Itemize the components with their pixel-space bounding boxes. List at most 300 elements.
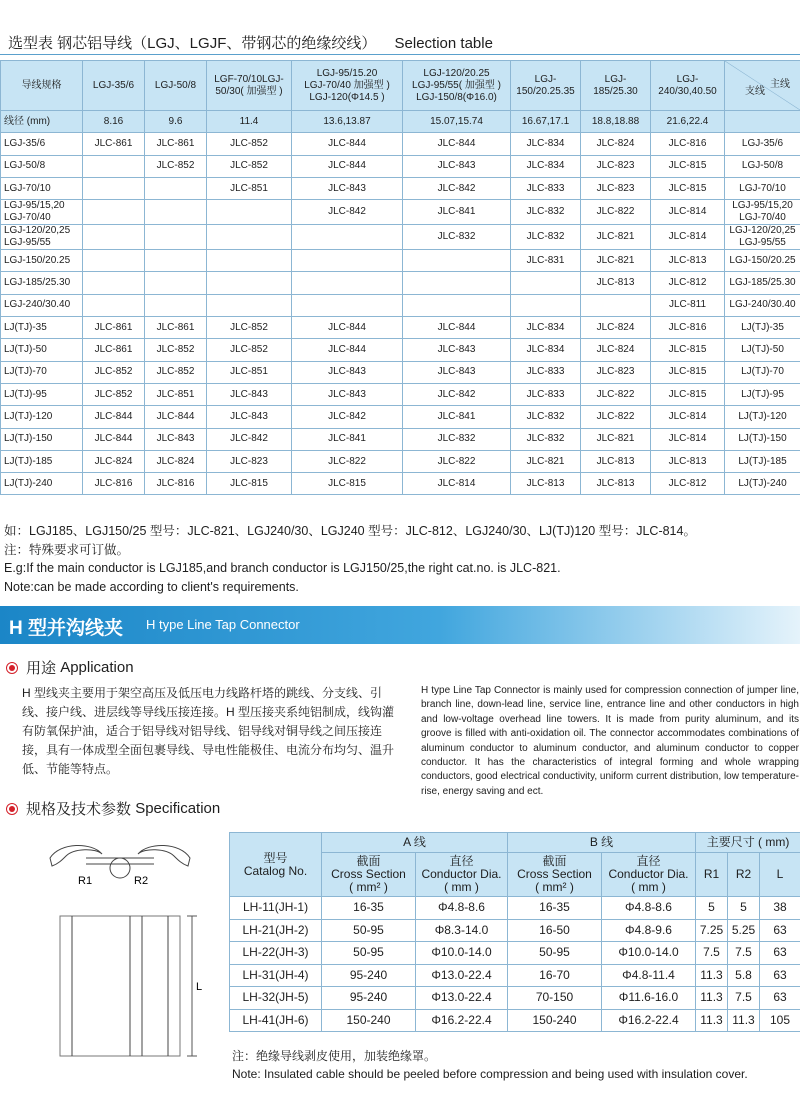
spec-cell: 150-240: [508, 1009, 602, 1032]
catalog-cell: JLC-813: [651, 250, 725, 272]
table-row: [230, 919, 800, 942]
catalog-cell: JLC-833: [511, 177, 581, 199]
catalog-cell: [292, 272, 403, 294]
section-unit: ( mm² ): [535, 880, 574, 894]
catalog-cell: JLC-814: [403, 473, 511, 495]
catalog-cell: JLC-841: [403, 406, 511, 428]
h-connector-drawing: [30, 836, 210, 1071]
title-cn: 选型表 钢芯铝导线（LGJ、LGJF、带钢芯的绝缘绞线）: [8, 35, 377, 52]
spec-cell: 63: [760, 987, 800, 1010]
catalog-cell: JLC-861: [83, 339, 145, 361]
catalog-cell: JLC-814: [651, 225, 725, 250]
catalog-cell: JLC-852: [83, 361, 145, 383]
catalog-cell: JLC-815: [651, 155, 725, 177]
title-en: Selection table: [394, 35, 493, 52]
spec-model-header: [230, 833, 322, 897]
table-row: [1, 155, 800, 177]
spec-cell: Φ8.3-14.0: [416, 919, 508, 942]
spec-l-header: L: [760, 853, 800, 897]
bullet-icon: [6, 803, 18, 815]
catalog-cell: JLC-834: [511, 317, 581, 339]
spec-cell: 5: [728, 897, 760, 920]
selection-notes: [4, 522, 696, 596]
table-row: [1, 339, 800, 361]
catalog-cell: JLC-814: [651, 428, 725, 450]
spec-col-header: 导线规格: [1, 61, 83, 111]
catalog-cell: JLC-844: [403, 317, 511, 339]
catalog-cell: JLC-843: [207, 406, 292, 428]
section-en: Cross Section: [331, 867, 406, 881]
header-line: LGJ-120(Φ14.5 ): [309, 91, 385, 103]
catalog-cell: JLC-843: [403, 361, 511, 383]
catalog-cell: JLC-822: [581, 383, 651, 405]
header-line: LGJ-: [534, 73, 557, 85]
spec-cell: 5.25: [728, 919, 760, 942]
size-col-header: [403, 61, 511, 111]
dia-en: Conductor Dia.: [608, 867, 689, 881]
table-row: [1, 133, 800, 155]
catalog-cell: JLC-834: [511, 155, 581, 177]
branch-spec: LGJ-50/8: [1, 155, 83, 177]
section-en: Cross Section: [517, 867, 592, 881]
section-cn: 截面: [356, 854, 381, 868]
spec-table: [229, 832, 800, 1032]
title-divider: [0, 54, 800, 55]
spec-cell: 5.8: [728, 964, 760, 987]
size-col-header: [581, 61, 651, 111]
r2-label: R2: [134, 875, 149, 887]
spec-cell: Φ4.8-11.4: [602, 964, 696, 987]
branch-spec: LJ(TJ)-70: [1, 361, 83, 383]
spec-cell: 105: [760, 1009, 800, 1032]
catalog-cell: JLC-842: [403, 383, 511, 405]
application-heading-en: Application: [60, 659, 134, 676]
catalog-cell: JLC-813: [581, 473, 651, 495]
spec-a-section-header: [322, 853, 416, 897]
table-row: [1, 225, 800, 250]
catalog-cell: JLC-842: [207, 428, 292, 450]
catalog-cell: JLC-852: [207, 339, 292, 361]
catalog-cell: JLC-861: [145, 133, 207, 155]
catalog-cell: JLC-813: [511, 473, 581, 495]
bullet-icon: [6, 662, 18, 674]
spec-dims-header: 主要尺寸 ( mm): [696, 833, 800, 853]
spec-heading-cn: 规格及技术参数: [26, 801, 132, 818]
catalog-cell: JLC-823: [581, 155, 651, 177]
spec-cell: 150-240: [322, 1009, 416, 1032]
catalog-cell: [83, 250, 145, 272]
catalog-cell: JLC-832: [511, 225, 581, 250]
catalog-cell: JLC-812: [651, 272, 725, 294]
catalog-cell: JLC-824: [581, 133, 651, 155]
main-spec: LGJ-150/20.25: [725, 250, 800, 272]
diameter-value: 11.4: [207, 111, 292, 133]
catalog-cell: JLC-813: [651, 450, 725, 472]
table-row: [230, 942, 800, 965]
spec-heading: [6, 798, 220, 819]
catalog-cell: [145, 272, 207, 294]
catalog-cell: JLC-816: [83, 473, 145, 495]
branch-spec: LGJ-240/30.40: [1, 294, 83, 316]
catalog-cell: JLC-843: [292, 361, 403, 383]
spec-model-en: Catalog No.: [243, 863, 308, 878]
branch-spec: LJ(TJ)-95: [1, 383, 83, 405]
diameter-empty: [725, 111, 800, 133]
spec-cell: LH-32(JH-5): [230, 987, 322, 1010]
catalog-cell: JLC-852: [145, 339, 207, 361]
catalog-cell: JLC-852: [207, 133, 292, 155]
dia-en: Conductor Dia.: [421, 867, 502, 881]
header-line: LGJ-: [604, 73, 627, 85]
spec-cell: Φ4.8-8.6: [416, 897, 508, 920]
main-spec: LJ(TJ)-185: [725, 450, 800, 472]
spec-cell: 5: [696, 897, 728, 920]
spec-cell: Φ4.8-9.6: [602, 919, 696, 942]
spec-cell: 11.3: [696, 1009, 728, 1032]
header-line: 240/30,40.50: [658, 85, 717, 97]
dia-cn: 直径: [636, 854, 661, 868]
catalog-cell: JLC-844: [403, 133, 511, 155]
spec-cell: LH-41(JH-6): [230, 1009, 322, 1032]
catalog-cell: [403, 294, 511, 316]
table-row: [1, 177, 800, 199]
catalog-cell: JLC-842: [292, 406, 403, 428]
catalog-cell: JLC-815: [651, 383, 725, 405]
main-spec: LJ(TJ)-70: [725, 361, 800, 383]
spec-cell: 70-150: [508, 987, 602, 1010]
catalog-cell: JLC-814: [651, 200, 725, 225]
catalog-cell: JLC-852: [145, 155, 207, 177]
catalog-cell: [292, 250, 403, 272]
spec-cell: 16-35: [508, 897, 602, 920]
catalog-cell: JLC-842: [292, 200, 403, 225]
note-line: E.g:If the main conductor is LGJ185,and branch conductor is LGJ150/25,the right cat.no. is JLC-821.: [4, 561, 561, 575]
diameter-value: 9.6: [145, 111, 207, 133]
header-line: 50/30( 加强型 ): [215, 85, 283, 97]
catalog-cell: [581, 294, 651, 316]
note-line: 注：特殊要求可订做。: [4, 542, 130, 557]
table-row: [1, 406, 800, 428]
catalog-cell: JLC-834: [511, 339, 581, 361]
main-spec: LJ(TJ)-120: [725, 406, 800, 428]
application-text-en: H type Line Tap Connector is mainly used for compression connection of jumper line, branch line, down-lead line, service line, entrance line and other conductors in high and low-voltage overhead line towers. It is made from purity aluminum, and its groove is filled with anti-oxidation oil. The connector accommodates combinations of aluminum conductor to aluminum conductor, and aluminum conductor to copper conductor. It has the characteristics of integral forming and whole wrapping conductors, good electrical conductivity, uniform current distribution, low temperature-rise, energy saving and ect.: [421, 685, 799, 797]
section-unit: ( mm² ): [349, 880, 388, 894]
spec-cell: 50-95: [322, 942, 416, 965]
main-spec: LJ(TJ)-35: [725, 317, 800, 339]
catalog-cell: [207, 294, 292, 316]
diameter-value: 21.6,22.4: [651, 111, 725, 133]
branch-spec: LGJ-185/25.30: [1, 272, 83, 294]
branch-spec: LJ(TJ)-50: [1, 339, 83, 361]
catalog-cell: JLC-832: [511, 200, 581, 225]
spec-cell: 7.5: [696, 942, 728, 965]
catalog-cell: [511, 294, 581, 316]
catalog-cell: JLC-852: [145, 361, 207, 383]
catalog-cell: JLC-823: [207, 450, 292, 472]
catalog-cell: JLC-823: [581, 361, 651, 383]
section-banner: [0, 606, 800, 644]
catalog-cell: [83, 177, 145, 199]
catalog-cell: JLC-843: [292, 177, 403, 199]
catalog-cell: [145, 294, 207, 316]
size-col-header: [83, 61, 145, 111]
size-col-header: [207, 61, 292, 111]
catalog-cell: JLC-824: [581, 317, 651, 339]
application-heading-cn: 用途: [26, 660, 57, 677]
table-row: [1, 294, 800, 316]
spec-cell: Φ13.0-22.4: [416, 964, 508, 987]
table-row: [230, 897, 800, 920]
spec-cell: 7.5: [728, 942, 760, 965]
catalog-cell: JLC-832: [511, 406, 581, 428]
catalog-cell: JLC-832: [403, 428, 511, 450]
catalog-cell: JLC-832: [511, 428, 581, 450]
table-row: [230, 964, 800, 987]
main-spec: LGJ-185/25.30: [725, 272, 800, 294]
spec-cell: 16-70: [508, 964, 602, 987]
spec-cell: Φ16.2-22.4: [416, 1009, 508, 1032]
main-branch-header: [725, 61, 800, 111]
size-col-header: [511, 61, 581, 111]
note-line: 如：LGJ185、LGJ150/25 型号：JLC-821、LGJ240/30、LGJ240 型号：JLC-812、LGJ240/30、LJ(TJ)120 型号：JLC-814。: [4, 524, 696, 538]
header-line: LGJ-: [676, 73, 699, 85]
application-text-cn: H 型线夹主要用于架空高压及低压电力线路杆塔的跳线、分支线、引线、接户线、进层线等导线压接连接。H 型压接夹系纯铝制成，线钩灌有防氧保护油，适合于铝导线对铝导线、铝导线对铜导线之间压接连接，具有一体成型全面包裹导线、导电性能极佳、电流分布均匀、温升低、节能等特点。: [22, 686, 395, 776]
spec-cell: 63: [760, 964, 800, 987]
catalog-cell: JLC-842: [403, 177, 511, 199]
catalog-cell: [207, 250, 292, 272]
catalog-cell: JLC-843: [145, 428, 207, 450]
catalog-cell: JLC-815: [651, 339, 725, 361]
spec-model-cn: 型号: [263, 850, 288, 865]
catalog-cell: JLC-821: [581, 225, 651, 250]
catalog-cell: [145, 250, 207, 272]
catalog-cell: [83, 200, 145, 225]
spec-a-dia-header: [416, 853, 508, 897]
catalog-cell: JLC-861: [145, 317, 207, 339]
catalog-cell: JLC-844: [145, 406, 207, 428]
catalog-cell: JLC-841: [403, 200, 511, 225]
catalog-cell: [83, 294, 145, 316]
branch-spec: LGJ-150/20.25: [1, 250, 83, 272]
note-line: Note:can be made according to client's requirements.: [4, 579, 299, 594]
table-row: [1, 272, 800, 294]
l-label: L: [196, 981, 203, 993]
catalog-cell: JLC-852: [207, 317, 292, 339]
header-line: LGJ-70/40 加强型 ): [304, 79, 390, 91]
catalog-cell: JLC-851: [145, 383, 207, 405]
spec-cell: Φ10.0-14.0: [602, 942, 696, 965]
size-col-header: [145, 61, 207, 111]
catalog-cell: JLC-816: [145, 473, 207, 495]
spec-cell: LH-31(JH-4): [230, 964, 322, 987]
main-label: 主线: [770, 79, 790, 90]
header-line: LGJ-150/8(Φ16.0): [416, 91, 497, 103]
catalog-cell: JLC-814: [651, 406, 725, 428]
catalog-cell: JLC-821: [511, 450, 581, 472]
header-line: LGJ-95/55( 加强型 ): [412, 79, 501, 91]
spec-heading-en: Specification: [135, 800, 221, 817]
section-cn: 截面: [542, 854, 567, 868]
diameter-value: 15.07,15.74: [403, 111, 511, 133]
spec-cell: 7.25: [696, 919, 728, 942]
catalog-cell: JLC-813: [581, 450, 651, 472]
table-row: [1, 250, 800, 272]
diameter-value: 18.8,18.88: [581, 111, 651, 133]
main-spec: LGJ-35/6: [725, 133, 800, 155]
catalog-cell: JLC-843: [403, 155, 511, 177]
branch-spec: LGJ-120/20,25 LGJ-95/55: [1, 225, 83, 250]
catalog-cell: [83, 225, 145, 250]
diameter-label: 线径 (mm): [1, 111, 83, 133]
spec-cell: 16-50: [508, 919, 602, 942]
branch-spec: LJ(TJ)-240: [1, 473, 83, 495]
diameter-value: 13.6,13.87: [292, 111, 403, 133]
catalog-cell: JLC-833: [511, 361, 581, 383]
spec-cell: Φ10.0-14.0: [416, 942, 508, 965]
spec-cell: 11.3: [728, 1009, 760, 1032]
header-line: 185/25.30: [593, 85, 638, 97]
header-line: LGF-70/10LGJ-: [214, 73, 284, 85]
table-row: [1, 450, 800, 472]
main-spec: LGJ-50/8: [725, 155, 800, 177]
table-row: [1, 361, 800, 383]
catalog-cell: [403, 250, 511, 272]
catalog-cell: JLC-813: [581, 272, 651, 294]
catalog-cell: JLC-821: [581, 428, 651, 450]
spec-b-dia-header: [602, 853, 696, 897]
branch-spec: LGJ-95/15,20 LGJ-70/40: [1, 200, 83, 225]
branch-spec: LJ(TJ)-150: [1, 428, 83, 450]
branch-spec: LJ(TJ)-185: [1, 450, 83, 472]
catalog-cell: JLC-816: [651, 317, 725, 339]
header-line: LGJ-95/15.20: [316, 67, 378, 79]
diameter-value: 16.67,17.1: [511, 111, 581, 133]
spec-r1-header: R1: [696, 853, 728, 897]
branch-spec: LJ(TJ)-120: [1, 406, 83, 428]
catalog-cell: JLC-843: [292, 383, 403, 405]
catalog-cell: JLC-815: [292, 473, 403, 495]
catalog-cell: [83, 272, 145, 294]
diameter-value: 8.16: [83, 111, 145, 133]
spec-cell: 38: [760, 897, 800, 920]
catalog-cell: [145, 200, 207, 225]
spec-cell: 95-240: [322, 987, 416, 1010]
catalog-cell: JLC-844: [292, 339, 403, 361]
main-spec: LJ(TJ)-50: [725, 339, 800, 361]
banner-title-en: H type Line Tap Connector: [146, 617, 300, 632]
catalog-cell: JLC-844: [292, 317, 403, 339]
spec-cell: Φ13.0-22.4: [416, 987, 508, 1010]
branch-spec: LJ(TJ)-35: [1, 317, 83, 339]
catalog-cell: [403, 272, 511, 294]
catalog-cell: JLC-816: [651, 133, 725, 155]
catalog-cell: [145, 177, 207, 199]
spec-cell: Φ16.2-22.4: [602, 1009, 696, 1032]
spec-cell: 50-95: [322, 919, 416, 942]
catalog-cell: JLC-822: [581, 200, 651, 225]
spec-cell: LH-22(JH-3): [230, 942, 322, 965]
table-row: [1, 473, 800, 495]
catalog-cell: JLC-844: [292, 155, 403, 177]
catalog-cell: JLC-815: [651, 177, 725, 199]
catalog-cell: JLC-824: [83, 450, 145, 472]
spec-cell: 7.5: [728, 987, 760, 1010]
spec-cell: 50-95: [508, 942, 602, 965]
spec-a-header: A 线: [322, 833, 508, 853]
catalog-cell: JLC-861: [83, 317, 145, 339]
branch-spec: LGJ-35/6: [1, 133, 83, 155]
spec-b-header: B 线: [508, 833, 696, 853]
spec-cell: LH-21(JH-2): [230, 919, 322, 942]
size-col-header: [651, 61, 725, 111]
spec-cell: 11.3: [696, 964, 728, 987]
selection-table: [0, 60, 800, 495]
catalog-cell: JLC-833: [511, 383, 581, 405]
spec-cell: 11.3: [696, 987, 728, 1010]
catalog-cell: JLC-811: [651, 294, 725, 316]
catalog-cell: JLC-824: [581, 339, 651, 361]
main-spec: LGJ-120/20,25 LGJ-95/55: [725, 225, 800, 250]
catalog-cell: JLC-844: [83, 428, 145, 450]
dia-cn: 直径: [449, 854, 474, 868]
catalog-cell: JLC-815: [207, 473, 292, 495]
catalog-cell: JLC-851: [207, 177, 292, 199]
catalog-cell: JLC-843: [207, 383, 292, 405]
catalog-cell: JLC-844: [292, 133, 403, 155]
table-row: [230, 1009, 800, 1032]
spec-cell: Φ4.8-8.6: [602, 897, 696, 920]
catalog-cell: JLC-831: [511, 250, 581, 272]
catalog-cell: JLC-815: [651, 361, 725, 383]
catalog-cell: JLC-821: [581, 250, 651, 272]
catalog-cell: JLC-812: [651, 473, 725, 495]
catalog-cell: JLC-832: [403, 225, 511, 250]
catalog-cell: [207, 225, 292, 250]
catalog-cell: [207, 200, 292, 225]
main-spec: LGJ-95/15,20 LGJ-70/40: [725, 200, 800, 225]
spec-cell: 63: [760, 942, 800, 965]
table-row: [1, 383, 800, 405]
size-col-header: [292, 61, 403, 111]
catalog-cell: JLC-823: [581, 177, 651, 199]
catalog-cell: [145, 225, 207, 250]
header-line: LGJ-50/8: [154, 79, 197, 91]
main-spec: LGJ-240/30.40: [725, 294, 800, 316]
header-line: LGJ-120/20.25: [423, 67, 490, 79]
catalog-cell: JLC-861: [83, 133, 145, 155]
diameter-row: [1, 111, 800, 133]
banner-title-cn: H 型并沟线夹: [9, 618, 124, 639]
spec-b-section-header: [508, 853, 602, 897]
catalog-cell: JLC-852: [207, 155, 292, 177]
branch-label: 支线: [745, 86, 765, 97]
spec-cell: Φ11.6-16.0: [602, 987, 696, 1010]
main-spec: LGJ-70/10: [725, 177, 800, 199]
header-line: 150/20.25.35: [516, 85, 575, 97]
catalog-cell: [83, 155, 145, 177]
branch-spec: LGJ-70/10: [1, 177, 83, 199]
catalog-cell: JLC-841: [292, 428, 403, 450]
spec-cell: 63: [760, 919, 800, 942]
catalog-cell: [511, 272, 581, 294]
spec-note-cn: 注：绝缘导线剥皮使用，加装绝缘罩。: [232, 1049, 437, 1063]
table-row: [1, 317, 800, 339]
application-heading: [6, 657, 134, 678]
catalog-cell: JLC-844: [83, 406, 145, 428]
dia-unit: ( mm ): [444, 880, 479, 894]
table-row: [1, 428, 800, 450]
spec-cell: 16-35: [322, 897, 416, 920]
